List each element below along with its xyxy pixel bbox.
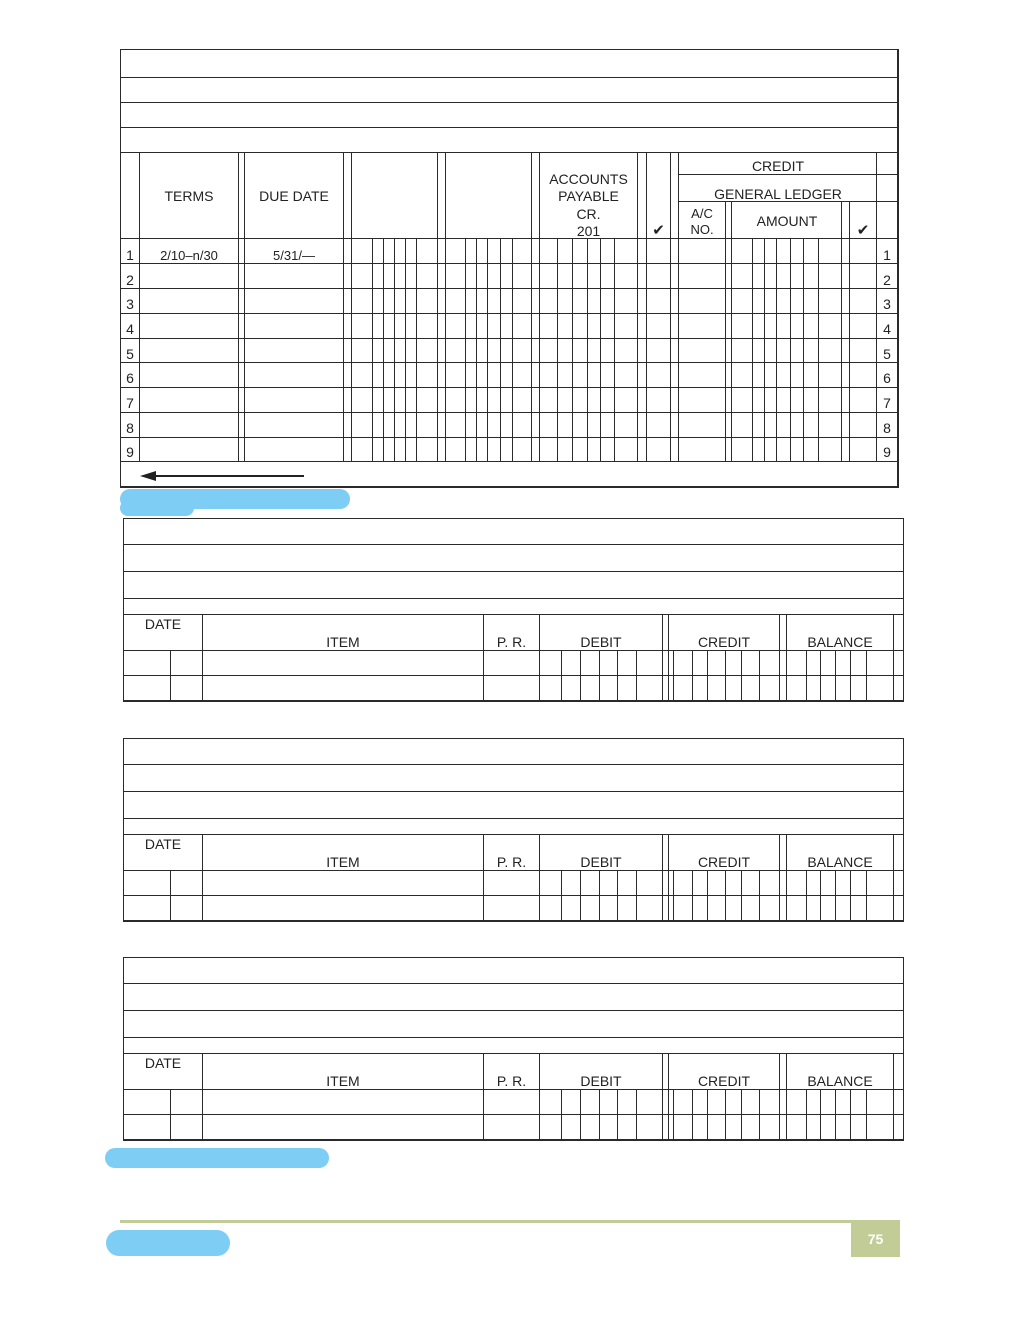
balance-header: BALANCE [807,854,873,870]
redaction-mark [120,500,194,516]
amount-header: AMOUNT [756,213,818,229]
terms-cell: 2/10–n/30 [160,248,218,263]
item-header: ITEM [326,634,360,650]
pr-header: P. R. [496,634,527,650]
date-header: DATE [144,616,182,632]
accounts-payable-header-line2: PAYABLE [558,188,619,204]
row-number: 2 [883,272,891,288]
footer-rule [120,1220,900,1223]
credit-header: CREDIT [751,158,805,174]
row-number: 8 [883,420,891,436]
row-number: 1 [883,247,891,263]
due-date-header: DUE DATE [259,188,329,204]
check-icon: ✔ [652,222,665,239]
left-arrow-icon [140,470,306,482]
terms-header: TERMS [164,188,214,204]
debit-header: DEBIT [580,1073,622,1089]
row-number: 9 [126,444,134,460]
redaction-mark [106,1230,230,1256]
row-number: 7 [883,395,891,411]
credit-header: CREDIT [697,854,751,870]
row-number: 8 [126,420,134,436]
row-number: 1 [126,247,134,263]
row-number: 2 [126,272,134,288]
accounts-payable-header-line1: ACCOUNTS [549,171,628,187]
journal-form [0,0,1018,500]
due-date-cell: 5/31/— [273,248,315,263]
balance-header: BALANCE [807,634,873,650]
row-number: 7 [126,395,134,411]
credit-header: CREDIT [697,1073,751,1089]
row-number: 5 [883,346,891,362]
balance-header: BALANCE [807,1073,873,1089]
ac-no-header-line1: A/C [691,206,713,221]
page-number: 75 [851,1221,900,1257]
item-header: ITEM [326,1073,360,1089]
row-number: 4 [883,321,891,337]
accounts-payable-header-line3: CR. [576,206,601,222]
ac-no-header-line2: NO. [690,222,714,237]
row-number: 3 [883,296,891,312]
pr-header: P. R. [496,854,527,870]
row-number: 9 [883,444,891,460]
row-number: 6 [883,370,891,386]
credit-header: CREDIT [697,634,751,650]
row-number: 3 [126,296,134,312]
date-header: DATE [144,836,182,852]
general-ledger-header: GENERAL LEDGER [714,186,842,202]
row-number: 6 [126,370,134,386]
row-number: 5 [126,346,134,362]
redaction-mark [105,1148,329,1168]
check-icon: ✔ [856,222,870,239]
item-header: ITEM [326,854,360,870]
debit-header: DEBIT [580,634,622,650]
accounts-payable-header-line4: 201 [576,223,601,239]
date-header: DATE [144,1055,182,1071]
debit-header: DEBIT [580,854,622,870]
row-number: 4 [126,321,134,337]
pr-header: P. R. [496,1073,527,1089]
